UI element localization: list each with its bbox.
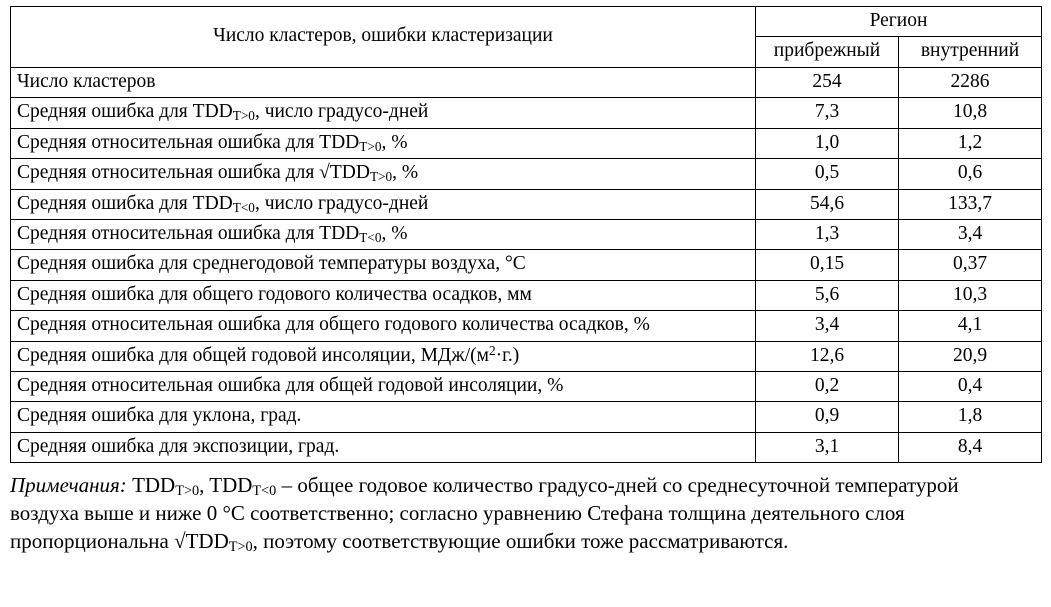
table-note [10,472,1010,556]
row-value-inland: 0,6 [899,159,1042,189]
table-row [11,189,1042,219]
row-value-inland: 2286 [899,67,1042,97]
row-value-inland: 0,37 [899,250,1042,280]
row-value-inland: 1,2 [899,128,1042,158]
table-row [11,219,1042,249]
row-label: Средняя относительная ошибка для $TDD_{T>0}$, % [11,128,756,158]
row-value-inland: 8,4 [899,432,1042,462]
row-value-coastal: 0,9 [756,402,899,432]
row-value-inland: 20,9 [899,341,1042,371]
row-label: Средняя ошибка для общего годового количества осадков, мм [11,280,756,310]
note-sub-2: T<0 [252,483,277,500]
table-header [11,7,1042,68]
row-value-coastal: 3,4 [756,311,899,341]
row-value-coastal: 54,6 [756,189,899,219]
table-row [11,159,1042,189]
row-value-coastal: 1,0 [756,128,899,158]
row-value-coastal: 254 [756,67,899,97]
row-value-inland: 1,8 [899,402,1042,432]
row-label: Число кластеров [11,67,756,97]
note-title: Примечания: [10,473,127,498]
note-sub-3: T>0 [228,539,253,556]
table-row [11,280,1042,310]
note-part-2: , TDD [199,473,253,498]
row-value-coastal: 0,15 [756,250,899,280]
row-label: Средняя относительная ошибка для общего годового количества осадков, % [11,311,756,341]
header-sub-inland: внутренний [899,37,1042,67]
note-sub-1: T>0 [175,483,200,500]
row-label: Средняя ошибка для общей годовой инсоляции, МДж/$(м^2\cdot г.)$ [11,341,756,371]
row-value-coastal: 0,2 [756,372,899,402]
table-row [11,98,1042,128]
row-label: Средняя ошибка для среднегодовой температуры воздуха, °С [11,250,756,280]
row-label: Средняя относительная ошибка для $TDD_{T<0}$, % [11,219,756,249]
table-row [11,311,1042,341]
header-row-top [11,7,1042,37]
row-value-inland: 4,1 [899,311,1042,341]
row-label: Средняя ошибка для экспозиции, град. [11,432,756,462]
row-label: Средняя относительная ошибка для общей годовой инсоляции, % [11,372,756,402]
row-label: Средняя ошибка для уклона, град. [11,402,756,432]
row-value-inland: 0,4 [899,372,1042,402]
table-row [11,250,1042,280]
row-label: Средняя ошибка для $TDD_{T>0}$, число градусо-дней [11,98,756,128]
row-value-coastal: 0,5 [756,159,899,189]
row-value-inland: 10,8 [899,98,1042,128]
table-row [11,341,1042,371]
table-row [11,402,1042,432]
row-value-inland: 133,7 [899,189,1042,219]
note-part-3: – общее годовое количество градусо-дней со среднесуточной температурой воздуха выше и ниже 0 °С соответственно; согласно уравнению Стефана толщина деятельного слоя пропорциональна √TDD [10,473,959,554]
row-value-inland: 3,4 [899,219,1042,249]
header-sub-coastal: прибрежный [756,37,899,67]
row-label: Средняя ошибка для $TDD_{T<0}$, число градусо-дней [11,189,756,219]
row-value-coastal: 12,6 [756,341,899,371]
row-value-coastal: 3,1 [756,432,899,462]
header-region-label: Регион [756,7,1042,37]
table-row [11,372,1042,402]
table-row [11,67,1042,97]
row-value-coastal: 7,3 [756,98,899,128]
note-part-4: , поэтому соответствующие ошибки тоже рассматриваются. [252,529,789,554]
row-value-coastal: 5,6 [756,280,899,310]
clustering-errors-table [10,6,1042,463]
table-row [11,128,1042,158]
header-main-label: Число кластеров, ошибки кластеризации [11,7,756,68]
row-value-inland: 10,3 [899,280,1042,310]
table-row [11,432,1042,462]
row-label: Средняя относительная ошибка для $√TDD_{T>0}$, % [11,159,756,189]
row-value-coastal: 1,3 [756,219,899,249]
table-body [11,67,1042,462]
note-part-1: TDD [126,473,176,498]
